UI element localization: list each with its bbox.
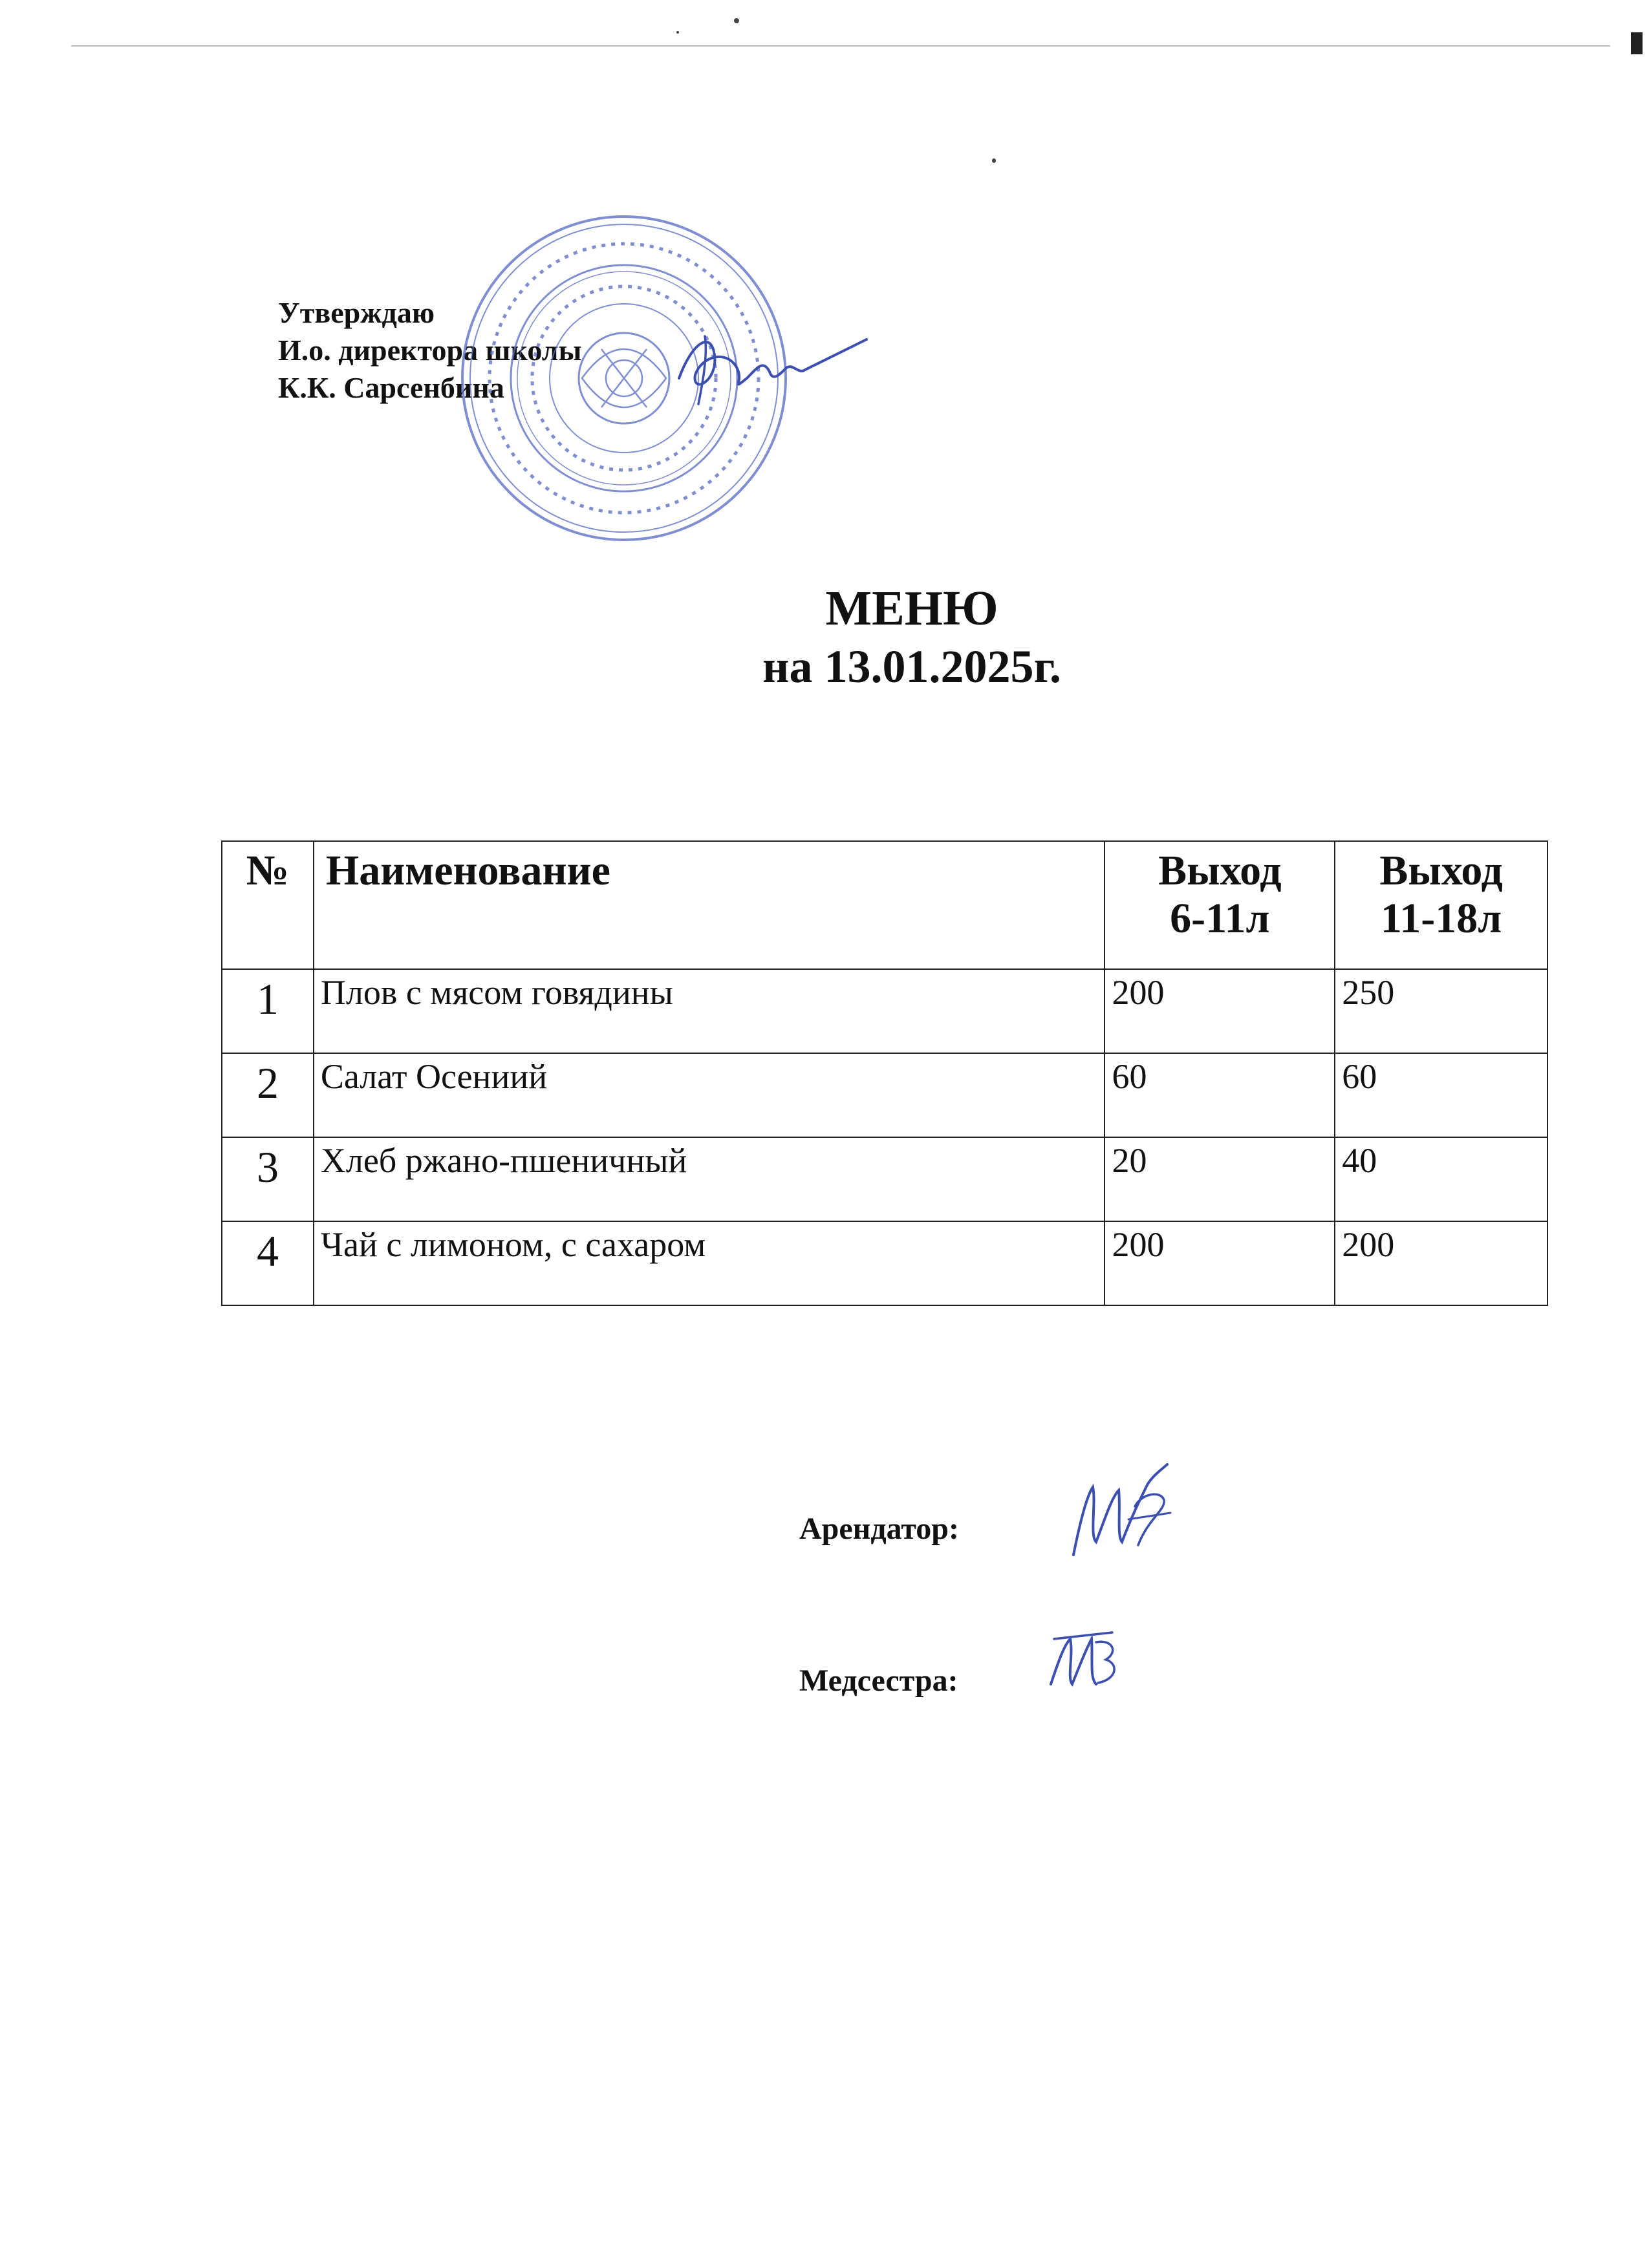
tenant-signature bbox=[1057, 1458, 1180, 1568]
dish-name: Чай с лимоном, с сахаром bbox=[314, 1221, 1105, 1305]
output-6-11: 20 bbox=[1105, 1137, 1335, 1221]
column-header-output-11-18-line2: 11-18л bbox=[1380, 895, 1502, 942]
tenant-label: Арендатор: bbox=[799, 1512, 959, 1546]
director-signature bbox=[666, 317, 873, 414]
column-header-output-11-18 bbox=[1335, 841, 1547, 969]
approval-person: К.К. Сарсенбина bbox=[278, 371, 504, 404]
table-row bbox=[222, 1137, 1547, 1221]
document-date: на 13.01.2025г. bbox=[762, 641, 1062, 692]
column-header-output-11-18-line1: Выход bbox=[1379, 847, 1503, 894]
table-row bbox=[222, 1221, 1547, 1305]
document-heading bbox=[0, 579, 1649, 695]
output-6-11: 60 bbox=[1105, 1053, 1335, 1137]
row-number: 2 bbox=[222, 1053, 314, 1137]
column-header-name: Наименование bbox=[314, 841, 1105, 969]
table-row bbox=[222, 1053, 1547, 1137]
column-header-output-6-11-line1: Выход bbox=[1158, 847, 1282, 894]
row-number: 1 bbox=[222, 969, 314, 1053]
output-6-11: 200 bbox=[1105, 1221, 1335, 1305]
table-row bbox=[222, 969, 1547, 1053]
scan-speck bbox=[734, 18, 739, 23]
scan-speck bbox=[992, 158, 996, 163]
dish-name: Плов с мясом говядины bbox=[314, 969, 1105, 1053]
output-11-18: 40 bbox=[1335, 1137, 1547, 1221]
output-11-18: 250 bbox=[1335, 969, 1547, 1053]
document-title: МЕНЮ bbox=[825, 581, 998, 636]
nurse-signature bbox=[1041, 1620, 1125, 1697]
scan-top-line bbox=[71, 45, 1610, 47]
dish-name: Хлеб ржано-пшеничный bbox=[314, 1137, 1105, 1221]
output-11-18: 200 bbox=[1335, 1221, 1547, 1305]
output-11-18: 60 bbox=[1335, 1053, 1547, 1137]
column-header-number: № bbox=[222, 841, 314, 969]
nurse-label: Медсестра: bbox=[799, 1664, 958, 1698]
approval-position: И.о. директора школы bbox=[278, 334, 582, 367]
output-6-11: 200 bbox=[1105, 969, 1335, 1053]
scan-speck bbox=[676, 31, 679, 34]
scan-edge-mark bbox=[1631, 32, 1643, 54]
dish-name: Салат Осениий bbox=[314, 1053, 1105, 1137]
column-header-output-6-11 bbox=[1105, 841, 1335, 969]
approval-heading: Утверждаю bbox=[278, 296, 435, 329]
column-header-output-6-11-line2: 6-11л bbox=[1170, 895, 1270, 942]
row-number: 3 bbox=[222, 1137, 314, 1221]
menu-table-header bbox=[222, 841, 1547, 969]
row-number: 4 bbox=[222, 1221, 314, 1305]
menu-table bbox=[221, 840, 1548, 1306]
